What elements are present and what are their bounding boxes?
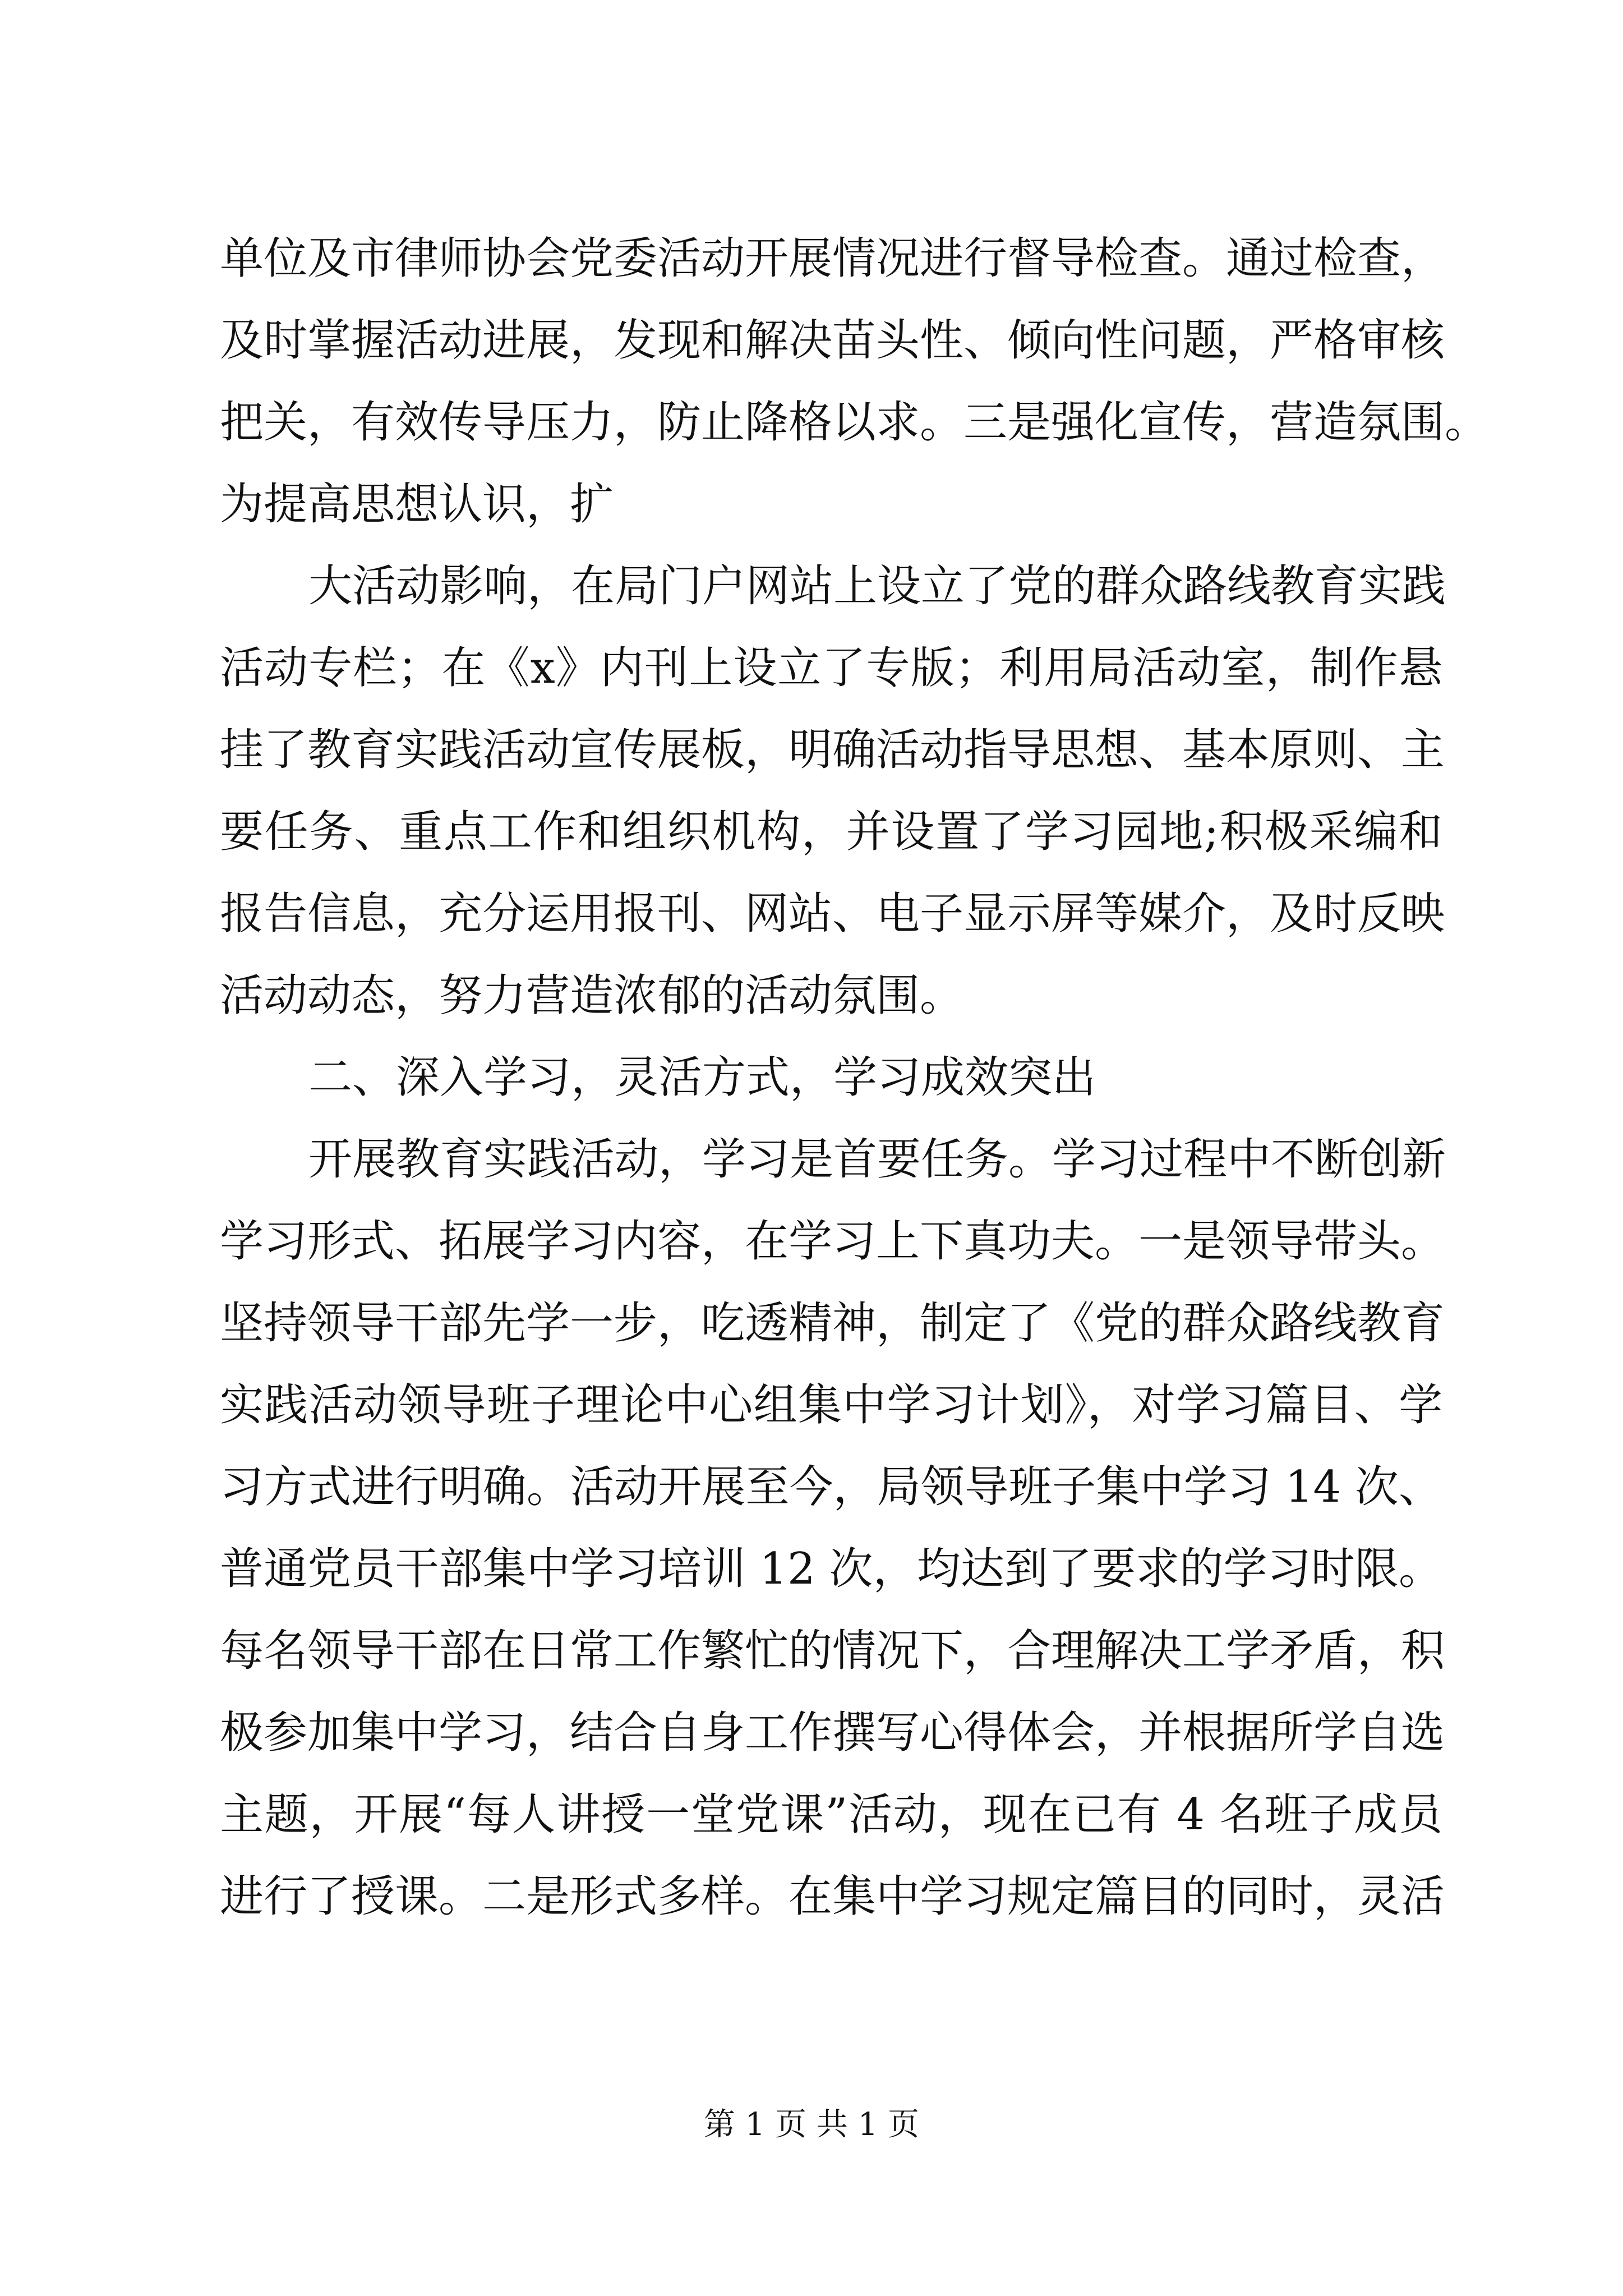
text-line: 要任务、重点工作和组织机构，并设置了学习园地;积极采编和: [220, 807, 1442, 857]
text-line: 实践活动领导班子理论中心组集中学习计划》，对学习篇目、学: [220, 1380, 1442, 1430]
text-line: 极参加集中学习，结合自身工作撰写心得体会，并根据所学自选: [220, 1708, 1445, 1758]
text-line: 把关，有效传导压力，防止降格以求。三是强化宣传，营造氛围。: [220, 397, 1489, 448]
document-body: [220, 218, 1489, 1938]
page-footer: 第 1 页 共 1 页: [703, 2106, 920, 2143]
text-line: 习方式进行明确。活动开展至今，局领导班子集中学习 14 次、: [220, 1462, 1442, 1512]
text-line: 二、深入学习，灵活方式，学习成效突出: [308, 1052, 1096, 1103]
text-line: 活动专栏；在《x》内刊上设立了专版；利用局活动室，制作悬: [220, 643, 1442, 693]
text-line: 报告信息，充分运用报刊、网站、电子显示屏等媒介，及时反映: [220, 889, 1445, 939]
text-line: 单位及市律师协会党委活动开展情况进行督导检查。通过检查，: [220, 233, 1445, 284]
text-line: 挂了教育实践活动宣传展板，明确活动指导思想、基本原则、主: [220, 725, 1445, 775]
text-line: 学习形式、拓展学习内容，在学习上下真功夫。一是领导带头。: [220, 1216, 1445, 1267]
text-line: 开展教育实践活动，学习是首要任务。学习过程中不断创新: [308, 1134, 1446, 1185]
text-line: 活动动态，努力营造浓郁的活动氛围。: [220, 970, 964, 1021]
text-line: 主题，开展“每人讲授一堂党课”活动，现在已有 4 名班子成员: [220, 1789, 1442, 1840]
text-line: 普通党员干部集中学习培训 12 次，均达到了要求的学习时限。: [220, 1544, 1442, 1594]
text-line: 每名领导干部在日常工作繁忙的情况下，合理解决工学矛盾，积: [220, 1626, 1445, 1676]
text-line: 坚持领导干部先学一步，吃透精神，制定了《党的群众路线教育: [220, 1298, 1445, 1349]
text-line: 大活动影响，在局门户网站上设立了党的群众路线教育实践: [308, 561, 1446, 611]
text-line: 为提高思想认识，扩: [220, 479, 614, 530]
text-line: 及时掌握活动进展，发现和解决苗头性、倾向性问题，严格审核: [220, 315, 1445, 366]
text-line: 进行了授课。二是形式多样。在集中学习规定篇目的同时，灵活: [220, 1871, 1445, 1922]
